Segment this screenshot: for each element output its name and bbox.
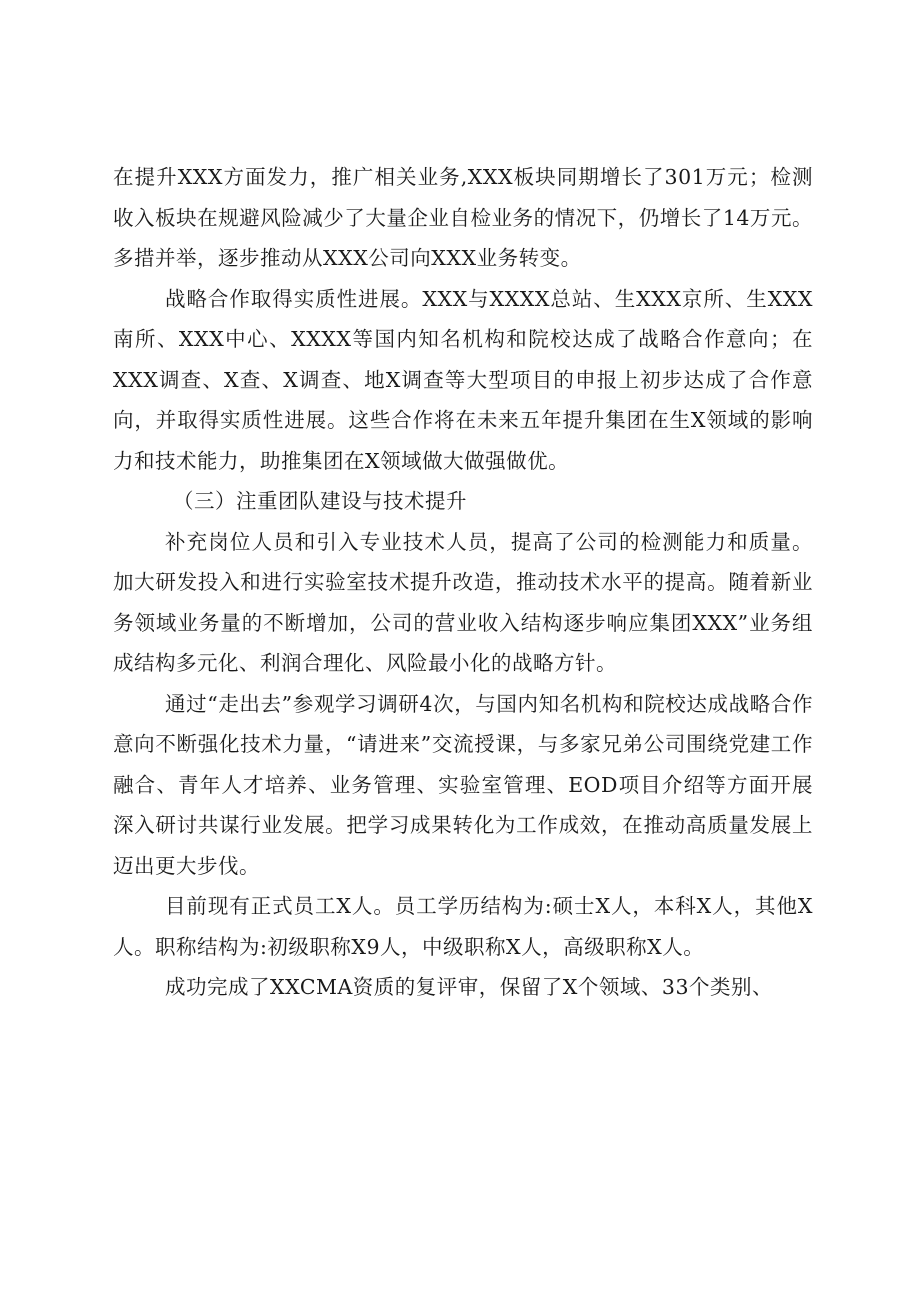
document-body: [113, 157, 813, 1008]
paragraph-strategic-cooperation: 战略合作取得实质性进展。XXX与XXXX总站、生XXX京所、生XXX南所、XXX中心、XXXX等国内知名机构和院校达成了战略合作意向；在XXX调查、X查、X调查、地X调查等大型项目的申报上初步达成了合作意向，并取得实质性进展。这些合作将在未来五年提升集团在生X领域的影响力和技术能力，助推集团在X领域做大做强做优。: [113, 286, 813, 473]
paragraph-staff-recruitment: 补充岗位人员和引入专业技术人员，提高了公司的检测能力和质量。加大研发投入和进行实验室技术提升改造，推动技术水平的提高。随着新业务领域业务量的不断增加，公司的营业收入结构逐步响应集团XXX”业务组成结构多元化、利润合理化、风险最小化的战略方针。: [113, 529, 813, 675]
paragraph-staff-structure: 目前现有正式员工X人。员工学历结构为:硕士X人，本科X人，其他X人。职称结构为:初级职称X9人，中级职称X人，高级职称X人。: [113, 894, 813, 959]
paragraph-business-growth: 在提升XXX方面发力，推广相关业务,XXX板块同期增长了301万元；检测收入板块在规避风险减少了大量企业自检业务的情况下，仍增长了14万元。多措并举，逐步推动从XXX公司向XXX业务转变。: [113, 165, 813, 270]
paragraph-exchange-learning: 通过“走出去”参观学习调研4次，与国内知名机构和院校达成战略合作意向不断强化技术力量，“请进来”交流授课，与多家兄弟公司围绕党建工作融合、青年人才培养、业务管理、实验室管理、EOD项目介绍等方面开展深入研讨共谋行业发展。把学习成果转化为工作成效，在推动高质量发展上迈出更大步伐。: [113, 691, 813, 878]
paragraph-cma-review: 成功完成了XXCMA资质的复评审，保留了X个领域、33个类别、: [165, 975, 773, 999]
section-heading-team-building: （三）注重团队建设与技术提升: [173, 489, 467, 513]
